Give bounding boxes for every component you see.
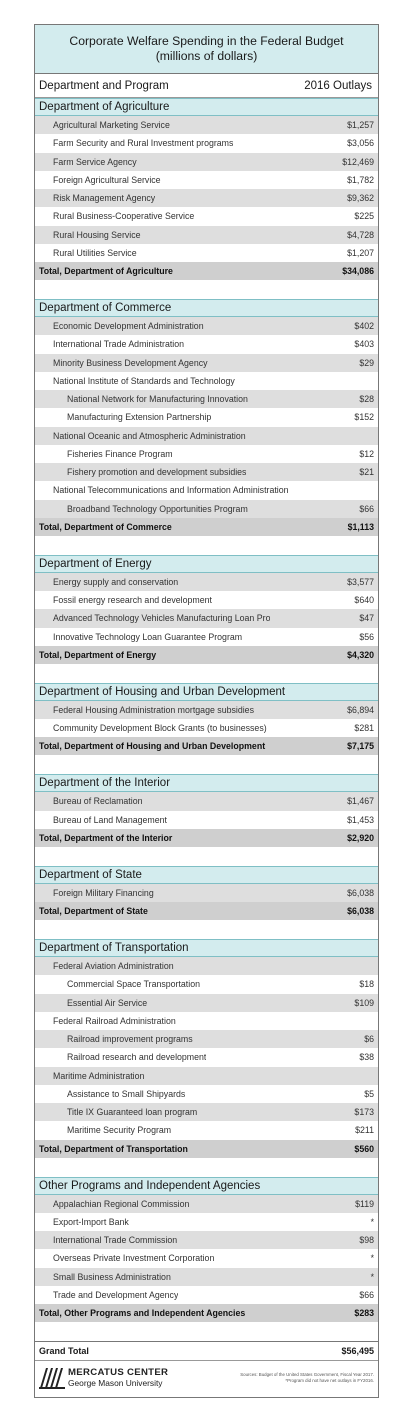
table-row	[35, 335, 378, 353]
section-total-value: $560	[354, 1143, 374, 1154]
program-outlay: $109	[354, 997, 374, 1008]
program-outlay: $12,469	[342, 156, 374, 167]
table-row	[35, 427, 378, 445]
table-row	[35, 171, 378, 189]
table-row	[35, 1231, 378, 1249]
table-row	[35, 226, 378, 244]
budget-table	[34, 24, 379, 1398]
program-name: Economic Development Administration	[53, 321, 204, 332]
title-line-2: (millions of dollars)	[155, 49, 258, 63]
program-name: Title IX Guaranteed loan program	[67, 1107, 198, 1118]
section-heading: Department of Agriculture	[35, 98, 378, 116]
program-name: Rural Utilities Service	[53, 247, 137, 258]
program-outlay: $119	[355, 1198, 374, 1209]
program-name: Rural Housing Service	[53, 229, 141, 240]
program-outlay: $3,056	[347, 138, 374, 149]
program-outlay: $28	[359, 394, 374, 405]
program-outlay: $1,467	[347, 796, 374, 807]
program-outlay: $47	[359, 613, 374, 624]
program-name: Bureau of Land Management	[53, 814, 167, 825]
section-heading: Department of the Interior	[35, 774, 378, 792]
table-row	[35, 701, 378, 719]
program-outlay: $56	[359, 631, 374, 642]
section-total-row	[35, 262, 378, 280]
section-total-row	[35, 646, 378, 664]
section-spacer	[35, 664, 378, 683]
program-name: Energy supply and conservation	[53, 576, 179, 587]
table-row	[35, 372, 378, 390]
program-name: Railroad improvement programs	[67, 1034, 193, 1045]
department-section	[35, 299, 378, 555]
section-total-row	[35, 1140, 378, 1158]
program-name: Foreign Military Financing	[53, 887, 154, 898]
table-row	[35, 811, 378, 829]
program-name: Community Development Block Grants (to businesses)	[53, 723, 267, 734]
column-header	[35, 74, 378, 98]
grand-total-value: $56,495	[341, 1346, 374, 1356]
program-name: Federal Railroad Administration	[53, 1015, 176, 1026]
program-name: Farm Security and Rural Investment programs	[53, 138, 234, 149]
table-row	[35, 573, 378, 591]
program-outlay: $29	[359, 357, 374, 368]
program-name: National Telecommunications and Information Administration	[53, 485, 289, 496]
table-row	[35, 116, 378, 134]
section-total-label: Total, Department of Transportation	[39, 1143, 188, 1154]
department-section	[35, 774, 378, 866]
program-name: National Oceanic and Atmospheric Administration	[53, 430, 246, 441]
section-spacer	[35, 280, 378, 299]
table-row	[35, 994, 378, 1012]
program-outlay: $1,453	[347, 814, 374, 825]
table-row	[35, 500, 378, 518]
section-spacer	[35, 755, 378, 774]
section-total-value: $4,320	[347, 649, 374, 660]
section-heading: Department of Commerce	[35, 299, 378, 317]
section-total-row	[35, 1304, 378, 1322]
section-spacer	[35, 536, 378, 555]
department-section	[35, 939, 378, 1177]
program-outlay: $18	[359, 979, 374, 990]
outlays-column-header: 2016 Outlays	[304, 79, 372, 92]
program-name: Bureau of Reclamation	[53, 796, 143, 807]
program-name: Small Business Administration	[53, 1271, 171, 1282]
program-outlay: $3,577	[347, 576, 374, 587]
mercatus-logo	[39, 1367, 168, 1389]
program-name: Fossil energy research and development	[53, 595, 212, 606]
section-heading: Department of Housing and Urban Development	[35, 683, 378, 701]
program-outlay: $4,728	[347, 229, 374, 240]
program-name: Overseas Private Investment Corporation	[53, 1253, 215, 1264]
program-outlay: $173	[354, 1107, 374, 1118]
program-name: Agricultural Marketing Service	[53, 120, 170, 131]
section-total-label: Total, Department of State	[39, 906, 148, 916]
table-row	[35, 1085, 378, 1103]
section-spacer	[35, 847, 378, 866]
program-name: Broadband Technology Opportunities Program	[67, 503, 248, 514]
section-total-value: $283	[354, 1308, 374, 1318]
program-column-header: Department and Program	[39, 79, 169, 92]
program-outlay: $1,782	[347, 174, 374, 185]
section-total-value: $1,113	[347, 521, 374, 532]
program-name: Farm Service Agency	[53, 156, 137, 167]
sources-note	[240, 1372, 374, 1384]
grand-total-row	[35, 1341, 378, 1360]
department-section	[35, 98, 378, 299]
table-row	[35, 207, 378, 225]
table-row	[35, 1030, 378, 1048]
program-outlay: $6	[364, 1034, 374, 1045]
program-outlay: $6,038	[347, 887, 374, 898]
program-name: National Institute of Standards and Technology	[53, 375, 235, 386]
program-outlay: $21	[359, 467, 374, 478]
table-row	[35, 390, 378, 408]
table-row	[35, 317, 378, 335]
logo-subtitle: George Mason University	[68, 1378, 163, 1388]
section-total-label: Total, Department of Agriculture	[39, 266, 173, 276]
table-row	[35, 591, 378, 609]
table-row	[35, 189, 378, 207]
department-section	[35, 1177, 378, 1342]
program-outlay: $1,257	[347, 120, 374, 131]
section-total-value: $6,038	[347, 906, 374, 916]
section-heading: Department of State	[35, 866, 378, 884]
program-name: Federal Housing Administration mortgage subsidies	[53, 704, 254, 715]
section-total-value: $34,086	[342, 266, 374, 276]
table-row	[35, 975, 378, 993]
section-total-value: $2,920	[347, 832, 374, 843]
program-name: Rural Business-Cooperative Service	[53, 211, 195, 222]
table-row	[35, 1286, 378, 1304]
program-outlay: $152	[354, 412, 374, 423]
program-outlay: *	[370, 1253, 374, 1264]
program-name: Foreign Agricultural Service	[53, 174, 161, 185]
program-name: International Trade Commission	[53, 1235, 178, 1246]
program-name: Essential Air Service	[67, 997, 148, 1008]
program-name: Assistance to Small Shipyards	[67, 1088, 186, 1099]
table-row	[35, 884, 378, 902]
table-row	[35, 628, 378, 646]
section-total-label: Total, Department of Commerce	[39, 521, 172, 532]
table-row	[35, 957, 378, 975]
program-outlay: $211	[355, 1125, 374, 1136]
section-total-label: Total, Department of Energy	[39, 649, 157, 660]
program-outlay: $12	[359, 448, 374, 459]
table-row	[35, 153, 378, 171]
section-total-row	[35, 518, 378, 536]
program-outlay: $66	[359, 1289, 374, 1300]
table-row	[35, 719, 378, 737]
program-outlay: $98	[359, 1235, 374, 1246]
table-row	[35, 1249, 378, 1267]
table-row	[35, 134, 378, 152]
program-name: Railroad research and development	[67, 1052, 207, 1063]
grand-total-label: Grand Total	[39, 1346, 89, 1356]
program-name: Fisheries Finance Program	[67, 448, 173, 459]
program-name: Commercial Space Transportation	[67, 979, 200, 990]
program-name: Minority Business Development Agency	[53, 357, 208, 368]
section-total-value: $7,175	[347, 741, 374, 752]
program-name: Maritime Administration	[53, 1070, 145, 1081]
section-total-label: Total, Department of Housing and Urban Development	[39, 741, 266, 752]
table-row	[35, 1268, 378, 1286]
program-outlay: $5	[364, 1088, 374, 1099]
table-row	[35, 792, 378, 810]
table-row	[35, 1103, 378, 1121]
table-row	[35, 445, 378, 463]
table-row	[35, 609, 378, 627]
logo-name: MERCATUS CENTER	[68, 1367, 169, 1378]
program-outlay: $640	[354, 595, 374, 606]
section-total-label: Total, Department of the Interior	[39, 832, 173, 843]
program-name: Maritime Security Program	[67, 1125, 172, 1136]
footer	[35, 1360, 378, 1394]
program-name: Appalachian Regional Commission	[53, 1198, 190, 1209]
program-name: Fishery promotion and development subsidies	[67, 467, 247, 478]
section-heading: Department of Energy	[35, 555, 378, 573]
program-outlay: $1,207	[347, 247, 374, 258]
title-line-1: Corporate Welfare Spending in the Federal Budget	[69, 34, 344, 48]
program-outlay: *	[370, 1271, 374, 1282]
table-row	[35, 408, 378, 426]
program-outlay: $281	[354, 723, 374, 734]
program-name: International Trade Administration	[53, 339, 185, 350]
department-section	[35, 555, 378, 683]
program-name: National Network for Manufacturing Innovation	[67, 394, 248, 405]
program-outlay: *	[370, 1216, 374, 1227]
table-row	[35, 244, 378, 262]
table-row	[35, 1121, 378, 1139]
program-outlay: $6,894	[347, 704, 374, 715]
section-total-row	[35, 902, 378, 920]
section-total-row	[35, 737, 378, 755]
section-total-row	[35, 829, 378, 847]
table-row	[35, 1067, 378, 1085]
program-name: Risk Management Agency	[53, 193, 156, 204]
program-outlay: $38	[359, 1052, 374, 1063]
table-row	[35, 1012, 378, 1030]
table-row	[35, 1048, 378, 1066]
table-row	[35, 1195, 378, 1213]
mercatus-columns-icon	[39, 1367, 65, 1389]
table-row	[35, 1213, 378, 1231]
table-row	[35, 354, 378, 372]
section-spacer	[35, 920, 378, 939]
section-heading: Department of Transportation	[35, 939, 378, 957]
table-row	[35, 481, 378, 499]
program-outlay: $402	[354, 321, 374, 332]
section-spacer	[35, 1158, 378, 1177]
department-section	[35, 683, 378, 775]
program-outlay: $225	[354, 211, 374, 222]
section-spacer	[35, 1322, 378, 1341]
table-row	[35, 463, 378, 481]
program-name: Trade and Development Agency	[53, 1289, 179, 1300]
section-total-label: Total, Other Programs and Independent Agencies	[39, 1308, 246, 1318]
sections-container	[35, 98, 378, 1341]
program-name: Innovative Technology Loan Guarantee Program	[53, 631, 243, 642]
program-name: Manufacturing Extension Partnership	[67, 412, 212, 423]
section-heading: Other Programs and Independent Agencies	[35, 1177, 378, 1195]
source-line-1: Sources: Budget of the United States Government, Fiscal Year 2017.	[240, 1371, 374, 1377]
program-name: Federal Aviation Administration	[53, 961, 174, 972]
program-name: Advanced Technology Vehicles Manufacturing Loan Pro	[53, 613, 271, 624]
program-name: Export-Import Bank	[53, 1216, 129, 1227]
table-title	[35, 25, 378, 74]
program-outlay: $66	[359, 503, 374, 514]
program-outlay: $403	[354, 339, 374, 350]
program-outlay: $9,362	[347, 193, 374, 204]
source-line-2: *Program did not have net outlays in FY2016.	[285, 1377, 374, 1383]
department-section	[35, 866, 378, 939]
